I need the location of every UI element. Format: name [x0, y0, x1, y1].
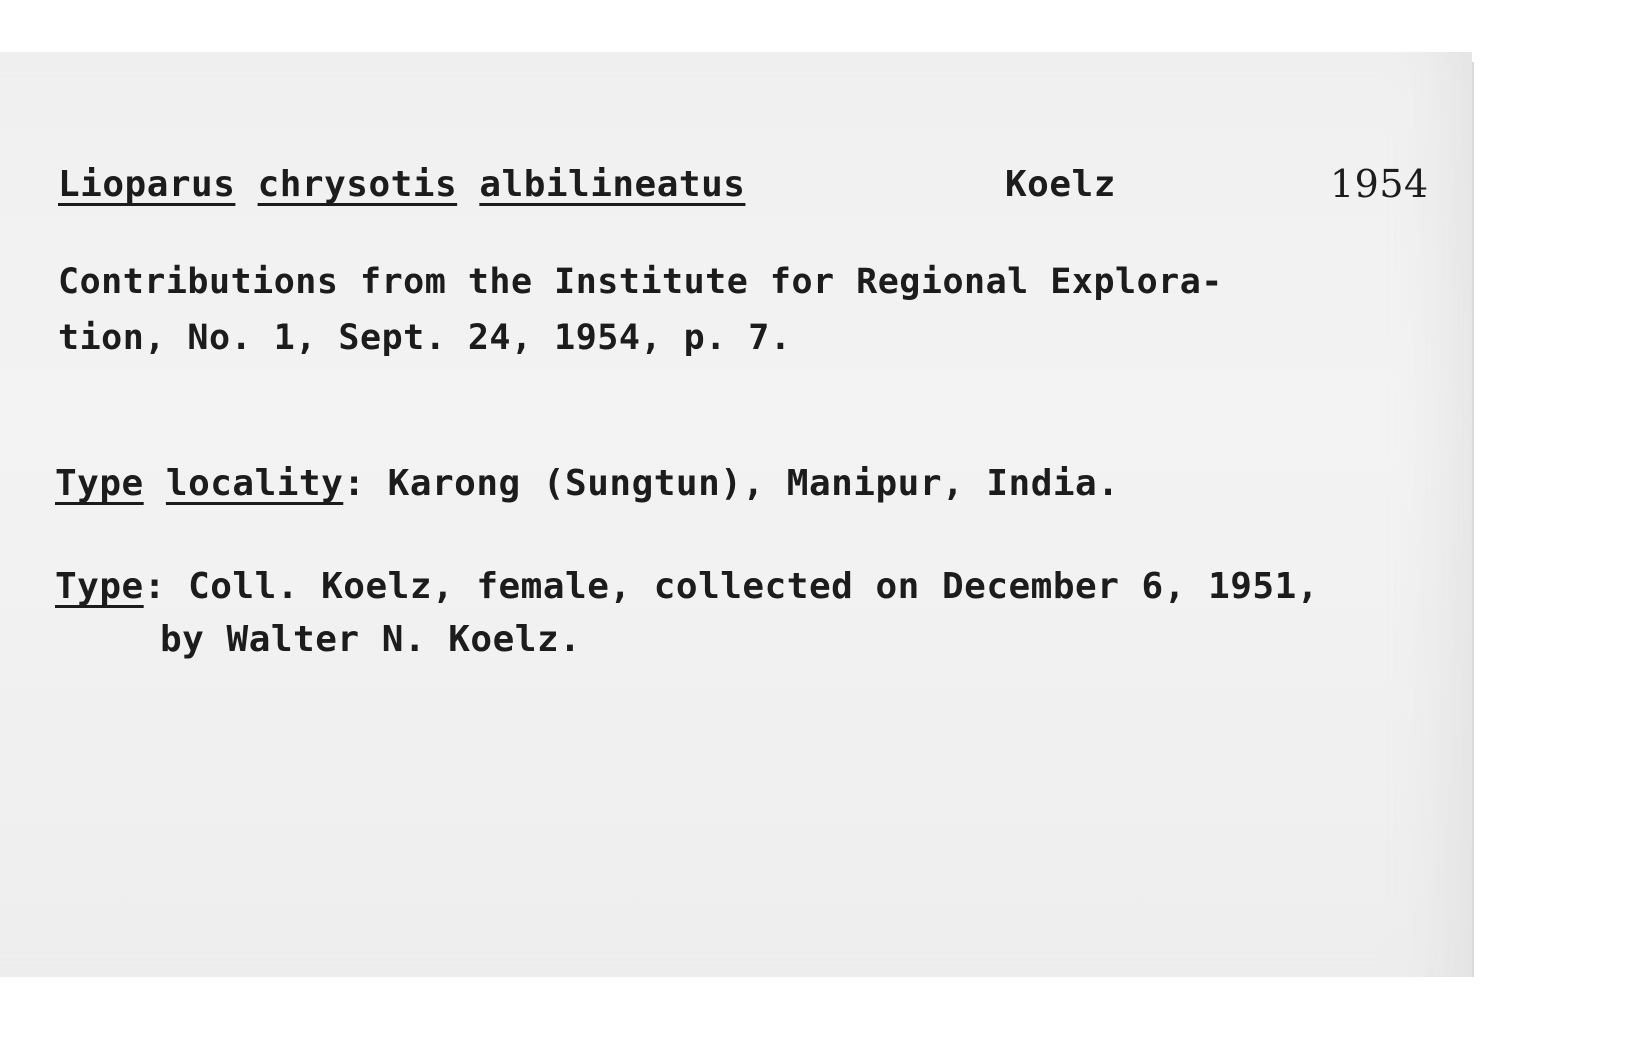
year: 1954	[1330, 162, 1429, 206]
reference-line-1: Contributions from the Institute for Regional Explora-	[58, 262, 1223, 302]
type-locality-value: Karong (Sungtun), Manipur, India.	[387, 463, 1120, 504]
type-line-1	[55, 566, 1319, 607]
type-label: Type	[55, 566, 144, 607]
type-line-2: by Walter N. Koelz.	[160, 619, 582, 660]
type-locality-separator: :	[343, 463, 366, 504]
author-name: Koelz	[1005, 164, 1116, 205]
species-name: chrysotis	[257, 164, 458, 205]
taxon-name	[58, 164, 745, 205]
reference-line-2: tion, No. 1, Sept. 24, 1954, p. 7.	[58, 318, 792, 358]
genus-name: Lioparus	[58, 164, 236, 205]
type-text-line-1: Coll. Koelz, female, collected on December 6, 1951,	[188, 566, 1319, 607]
type-locality-label-word1: Type	[55, 463, 144, 504]
card-edge	[1472, 62, 1474, 977]
type-locality-line	[55, 463, 1119, 504]
subspecies-name: albilineatus	[479, 164, 746, 205]
type-locality-label-word2: locality	[165, 463, 344, 504]
type-separator: :	[143, 566, 166, 607]
